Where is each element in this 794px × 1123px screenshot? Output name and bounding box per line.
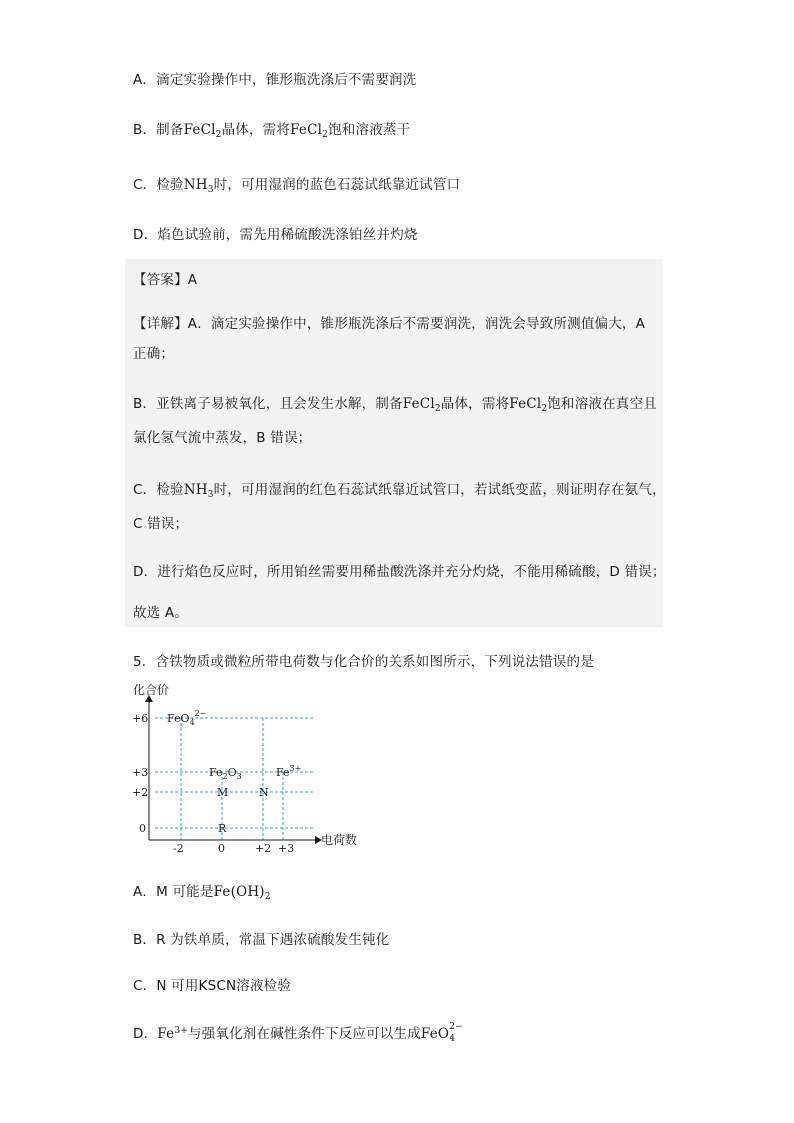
q5-option-d: D．$Fe^{3+}$与强氧化剂在碱性条件下反应可以生成FeO 4 2− xyxy=(133,1022,463,1044)
x-tick-label: +2 xyxy=(255,842,272,855)
q5-option-a: A．M 可能是$Fe(OH)_2$ xyxy=(133,884,271,902)
y-axis-label: 化合价 xyxy=(133,683,170,697)
answer-detail-line-4: 氯化氢气流中蒸发，B 错误； xyxy=(133,430,312,446)
answer-detail-line-6: C 错误； xyxy=(133,516,189,532)
valence-charge-diagram xyxy=(125,680,375,855)
x-tick-label: 0 xyxy=(218,842,225,855)
q4-option-a: A．滴定实验操作中，锥形瓶洗涤后不需要润洗 xyxy=(133,72,417,88)
answer-label: 【答案】A xyxy=(133,272,198,288)
x-tick-label: -2 xyxy=(173,842,184,855)
y-tick-label: +6 xyxy=(132,712,149,725)
y-tick-label: +2 xyxy=(132,786,149,799)
x-tick-label: +3 xyxy=(278,842,295,855)
q5-stem: 5．含铁物质或微粒所带电荷数与化合价的关系如图所示，下列说法错误的是 xyxy=(133,654,594,670)
q4-option-b: B．制备FeCl$_2$晶体，需将FeCl$_2$饱和溶液蒸干 xyxy=(133,122,411,140)
q4-option-c: C．检验$NH_3$时，可用湿润的蓝色石蕊试纸靠近试管口 xyxy=(133,177,461,195)
q5-option-c: C．N 可用KSCN溶液检验 xyxy=(133,978,292,994)
point-feo4: FeO$_4^{2-}$ xyxy=(167,709,207,727)
answer-detail-line-3: B．亚铁离子易被氧化，且会发生水解，制备FeCl$_2$晶体，需将FeCl$_2$饱和溶液在真空且 xyxy=(133,396,657,414)
answer-detail-line-7: D．进行焰色反应时，所用铂丝需要用稀盐酸洗涤并充分灼烧，不能用稀硫酸，D 错误； xyxy=(133,564,666,580)
q5-option-b: B．R 为铁单质，常温下遇浓硫酸发生钝化 xyxy=(133,932,390,948)
point-n: N xyxy=(259,786,269,799)
answer-detail-line-5: C．检验$NH_3$时，可用湿润的红色石蕊试纸靠近试管口，若试纸变蓝，则证明存在氨气， xyxy=(133,482,666,500)
point-r: R xyxy=(218,822,227,835)
answer-detail-line-8: 故选 A。 xyxy=(133,605,189,621)
x-axis-label: 电荷数 xyxy=(321,833,358,847)
y-tick-label: 0 xyxy=(139,822,146,835)
grid-lines xyxy=(155,718,313,840)
answer-detail-line-1: 【详解】A．滴定实验操作中，锥形瓶洗涤后不需要润洗，润洗会导致所测值偏大，A xyxy=(133,316,646,332)
point-fe2o3: $Fe_2O_3$ xyxy=(209,766,242,781)
point-fe3: $Fe^{3+}$ xyxy=(276,764,302,779)
point-m: M xyxy=(217,786,229,799)
q4-option-d: D．焰色试验前，需先用稀硫酸洗涤铂丝并灼烧 xyxy=(133,227,418,243)
y-tick-label: +3 xyxy=(132,766,149,779)
answer-detail-line-2: 正确； xyxy=(133,346,175,362)
